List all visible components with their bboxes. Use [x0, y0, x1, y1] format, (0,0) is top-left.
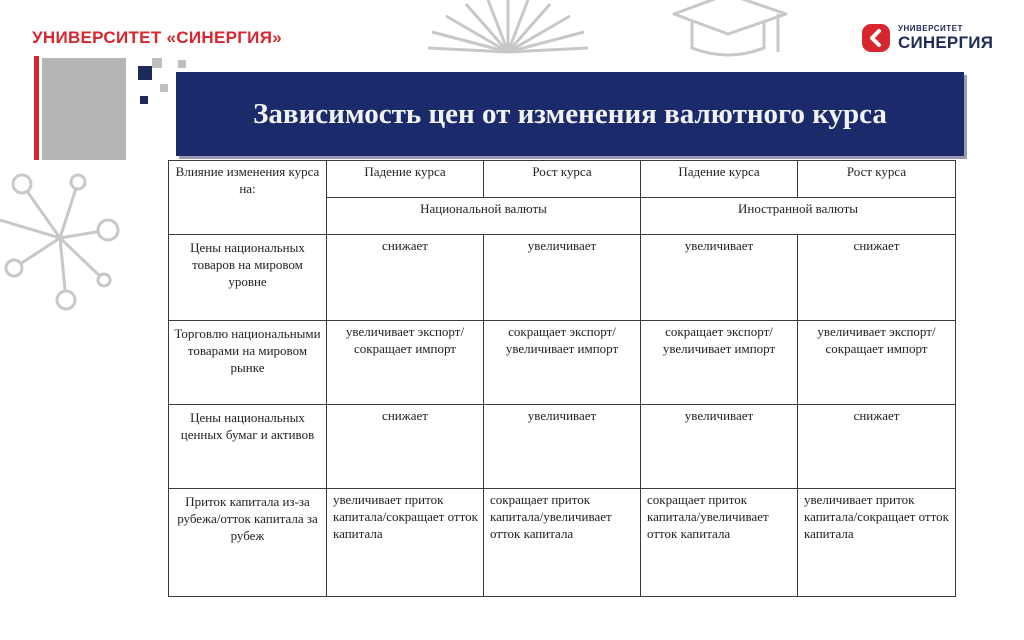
table-corner-cell: Влияние изменения курса на:: [169, 161, 327, 235]
table-cell: увеличивает: [641, 235, 798, 321]
table-cell: увеличивает экспорт/сокращает импорт: [798, 321, 956, 405]
pixel-square: [152, 58, 162, 68]
table-header-cell: Падение курса: [641, 161, 798, 198]
table-row: [169, 489, 956, 597]
logo-small-text: УНИВЕРСИТЕТ: [898, 24, 963, 33]
table-cell: сокращает приток капитала/увеличивает отток капитала: [641, 489, 798, 597]
table-cell: увеличивает: [484, 405, 641, 489]
table-group-cell: Иностранной валюты: [641, 198, 956, 235]
table-cell: увеличивает: [484, 235, 641, 321]
table-cell: сокращает экспорт/увеличивает импорт: [484, 321, 641, 405]
pixel-square: [140, 96, 148, 104]
pixel-square: [178, 60, 186, 68]
table-header-row: [169, 161, 956, 198]
title-banner: [176, 72, 964, 156]
table-cell: сокращает приток капитала/увеличивает отток капитала: [484, 489, 641, 597]
table-cell: снижает: [327, 235, 484, 321]
table-cell: увеличивает приток капитала/сокращает отток капитала: [798, 489, 956, 597]
table-header-cell: Рост курса: [484, 161, 641, 198]
red-accent-bar: [34, 56, 39, 160]
graduation-cap-icon: [666, 0, 796, 60]
slide-title: Зависимость цен от изменения валютного курса: [253, 98, 887, 130]
table-cell: снижает: [798, 235, 956, 321]
book-rays-decoration: [418, 0, 598, 60]
university-brand-text: УНИВЕРСИТЕТ «СИНЕРГИЯ»: [32, 28, 282, 47]
university-logo: [860, 22, 993, 54]
network-nodes-decoration: [0, 150, 130, 330]
pixel-square: [160, 84, 168, 92]
table-cell: увеличивает экспорт/сокращает импорт: [327, 321, 484, 405]
row-label: Цены национальных товаров на мировом уровне: [169, 235, 327, 321]
table-group-cell: Национальной валюты: [327, 198, 641, 235]
row-label: Торговлю национальными товарами на мировом рынке: [169, 321, 327, 405]
row-label: Цены национальных ценных бумаг и активов: [169, 405, 327, 489]
table-row: [169, 235, 956, 321]
grey-accent-block: [42, 58, 126, 160]
table-row: [169, 321, 956, 405]
table-cell: увеличивает: [641, 405, 798, 489]
table-cell: увеличивает приток капитала/сокращает отток капитала: [327, 489, 484, 597]
logo-chevron-icon: [860, 22, 892, 54]
table-cell: снижает: [327, 405, 484, 489]
table-cell: сокращает экспорт/увеличивает импорт: [641, 321, 798, 405]
table-header-cell: Рост курса: [798, 161, 956, 198]
pixel-square: [138, 66, 152, 80]
table-header-cell: Падение курса: [327, 161, 484, 198]
table-row: [169, 405, 956, 489]
row-label: Приток капитала из-за рубежа/отток капитала за рубеж: [169, 489, 327, 597]
currency-effects-table: [168, 160, 956, 597]
table-cell: снижает: [798, 405, 956, 489]
logo-big-text: СИНЕРГИЯ: [898, 33, 994, 52]
